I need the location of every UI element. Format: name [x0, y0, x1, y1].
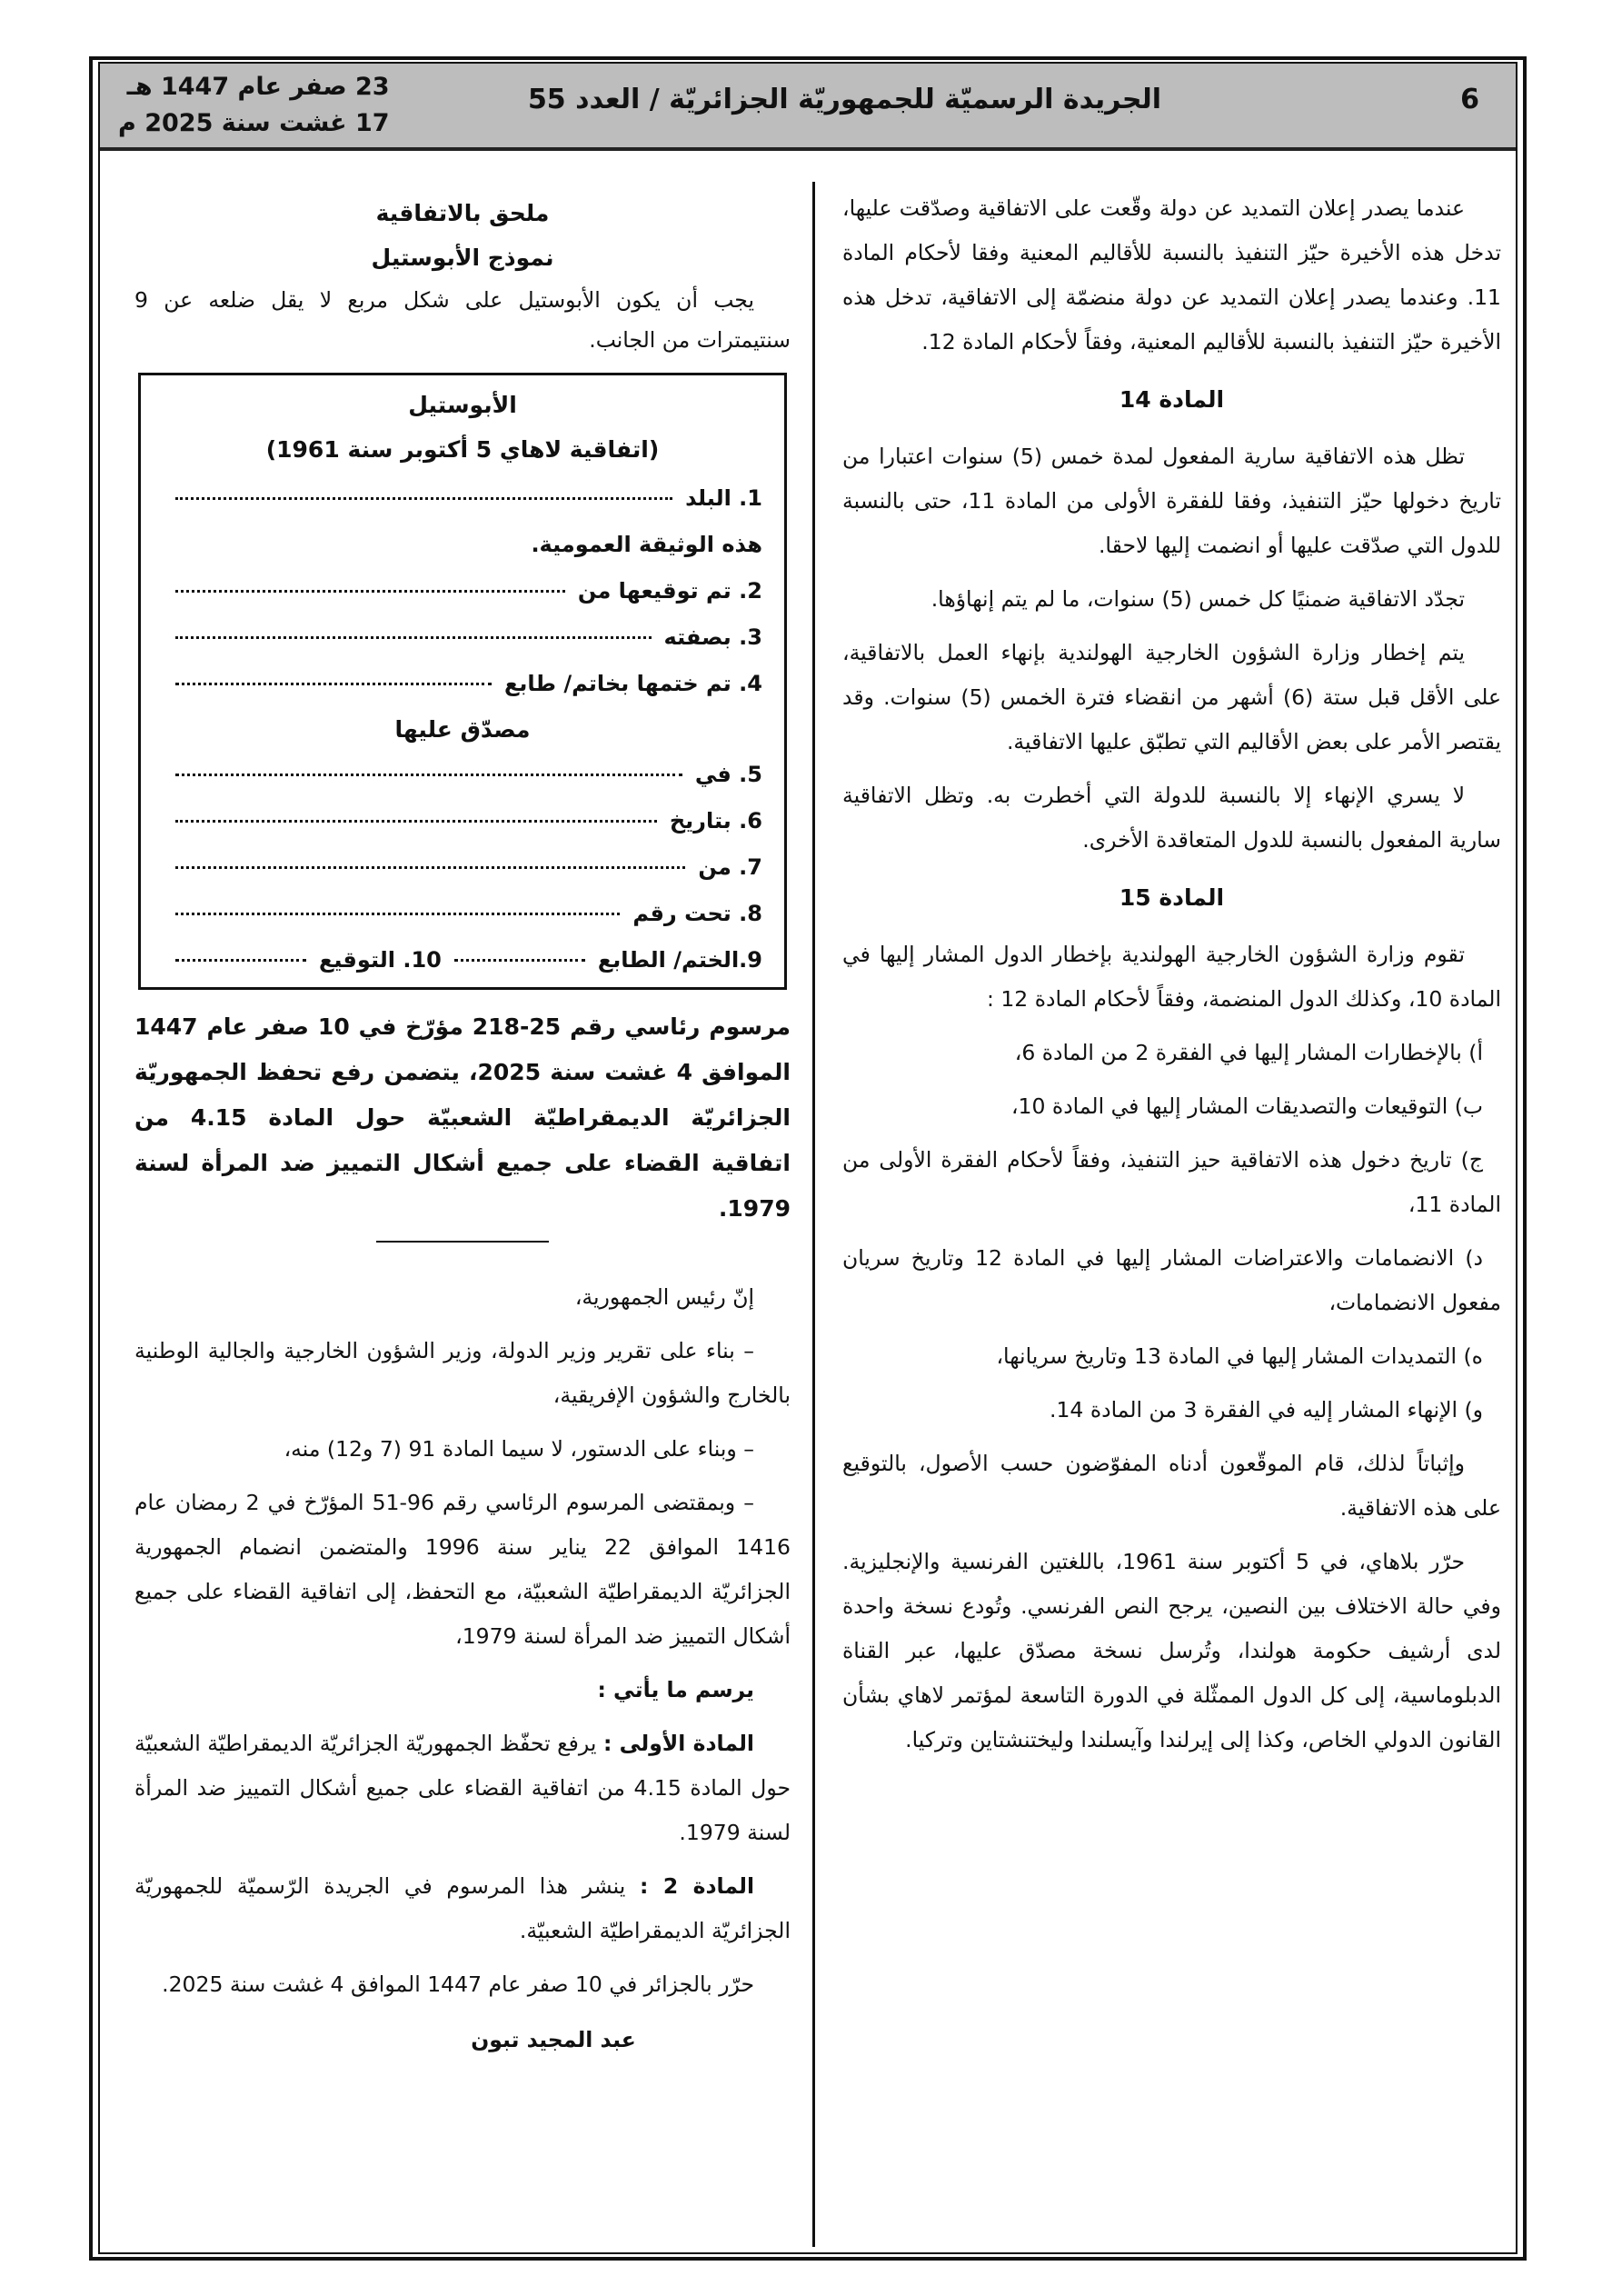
article-heading: المادة 14 — [1119, 386, 1225, 413]
field-date — [163, 798, 762, 844]
dotted-line — [454, 959, 585, 962]
column-divider — [812, 182, 815, 2247]
paragraph: يتم إخطار وزارة الشؤون الخارجية الهولندية بإنهاء العمل بالاتفاقية، على الأقل قبل ستة (6) أشهر من انقضاء فترة الخمس (5) سنوات. وقد يقتصر الأمر على بعض الأقاليم التي تطبّق عليها الاتفاقية. — [842, 640, 1501, 754]
date-hijri: 23 صفر عام 1447 هـ — [126, 73, 390, 101]
field-signed-by — [163, 568, 762, 614]
apostille-box — [138, 373, 787, 990]
field-capacity — [163, 614, 762, 661]
public-document-line — [163, 522, 762, 568]
paragraph: تقوم وزارة الشؤون الخارجية الهولندية بإخطار الدول المشار إليها في المادة 10، وكذلك الدول المنضمة، وفقاً لأحكام المادة 12 : — [842, 942, 1501, 1012]
field-label: 9.الختم/ الطابع — [597, 947, 762, 973]
field-label: 5. في — [694, 762, 762, 787]
certified-heading: مصدّق عليها — [394, 716, 531, 743]
field-label: 7. من — [698, 854, 762, 880]
field-stamp-signature — [163, 937, 762, 983]
dotted-line — [175, 590, 565, 593]
annex-title: ملحق بالاتفاقية — [375, 200, 550, 226]
field-label: 10. التوقيع — [318, 947, 442, 973]
field-country — [163, 475, 762, 522]
field-label: 1. البلد — [685, 485, 762, 511]
article-2 — [134, 1864, 791, 1953]
field-label: 3. بصفته — [663, 624, 762, 650]
left-column — [134, 191, 791, 2062]
paragraph: وإثباتاً لذلك، قام الموقّعون أدناه المفوّضون حسب الأصول، بالتوقيع على هذه الاتفاقية. — [842, 1451, 1501, 1521]
dotted-line — [175, 820, 657, 823]
article-label: المادة 2 : — [640, 1873, 754, 1899]
paragraph: تجدّد الاتفاقية ضمنيًا كل خمس (5) سنوات، ما لم يتم إنهاؤها. — [930, 586, 1465, 612]
article-heading: المادة 15 — [1119, 884, 1225, 911]
paragraph: تظل هذه الاتفاقية سارية المفعول لمدة خمس (5) سنوات اعتبارا من تاريخ دخولها حيّز التنفيذ، وفقا للفقرة الأولى من المادة 11، حتى بالنسبة للدول التي صدّقت عليها أو انضمت إليها لاحقا. — [842, 444, 1501, 558]
paragraph: لا يسري الإنهاء إلا بالنسبة للدولة التي أخطرت به. وتظل الاتفاقية سارية المفعول بالنسبة للدول المتعاقدة الأخرى. — [842, 783, 1501, 853]
paragraph: حرّر بلاهاي، في 5 أكتوبر سنة 1961، باللغتين الفرنسية والإنجليزية. وفي حالة الاختلاف بين النصين، يرجح النص الفرنسي. وتُودع نسخة واحدة لدى أرشيف حكومة هولندا، وتُرسل نسخة مصدّق عليها، عبر القناة الدبلوماسية، إلى كل الدول الممثّلة في الدورة التاسعة لمؤتمر لاهاي بشأن القانون الدولي الخاص، وكذا إلى إيرلندا وآيسلندا وليختنشتاين وتركيا. — [842, 1549, 1501, 1752]
decrees-heading: يرسم ما يأتي : — [597, 1677, 754, 1702]
issue-date — [118, 69, 390, 142]
field-label: هذه الوثيقة العمومية. — [531, 532, 762, 557]
paragraph: – وبناء على الدستور، لا سيما المادة 91 (7 و12) منه، — [284, 1436, 754, 1462]
article-text: يرفع تحفّظ الجمهوريّة الجزائريّة الديمقراطيّة الشعبيّة حول المادة 4.15 من اتفاقية القضاء على جميع أشكال التمييز ضد المرأة لسنة 1979. — [134, 1731, 791, 1845]
right-column — [842, 186, 1501, 1772]
paragraph: – بناء على تقرير وزير الدولة، وزير الشؤون الخارجية والجالية الوطنية بالخارج والشؤون الإفريقية، — [134, 1338, 791, 1408]
dotted-line — [175, 636, 652, 639]
apostille-title: الأبوستيل — [408, 392, 517, 418]
date-gregorian: 17 غشت سنة 2025 م — [118, 109, 390, 137]
field-label: 6. بتاريخ — [669, 808, 762, 834]
dotted-line — [175, 913, 620, 915]
list-item: و) الإنهاء المشار إليه في الفقرة 3 من المادة 14. — [1050, 1397, 1483, 1423]
list-item: د) الانضمامات والاعتراضات المشار إليها في المادة 12 وتاريخ سريان مفعول الانضمامات، — [842, 1245, 1501, 1315]
dotted-line — [175, 497, 672, 500]
field-label: 2. تم توقيعها من — [577, 578, 762, 604]
field-at — [163, 752, 762, 798]
list-item: ب) التوقيعات والتصديقات المشار إليها في المادة 10، — [1010, 1093, 1483, 1119]
dotted-line — [175, 683, 492, 685]
dotted-line — [175, 959, 306, 962]
field-by — [163, 844, 762, 891]
dotted-line — [175, 866, 685, 869]
list-item: ه) التمديدات المشار إليها في المادة 13 وتاريخ سريانها، — [996, 1343, 1483, 1369]
paragraph: إنّ رئيس الجمهورية، — [574, 1284, 754, 1310]
paragraph: – وبمقتضى المرسوم الرئاسي رقم 96-51 المؤرّخ في 2 رمضان عام 1416 الموافق 22 يناير سنة 1996 والمتضمن انضمام الجمهورية الجزائريّة الديمقراطيّة الشعبيّة، مع التحفظ، إلى اتفاقية القضاء على جميع أشكال التمييز ضد المرأة لسنة 1979، — [134, 1490, 791, 1649]
paragraph: عندما يصدر إعلان التمديد عن دولة وقّعت على الاتفاقية وصدّقت عليها، تدخل هذه الأخيرة حيّز التنفيذ بالنسبة للأقاليم المعنية وفقا لأحكام المادة 11. وعندما يصدر إعلان التمديد عن دولة منضمّة إلى الاتفاقية، تدخل هذه الأخيرة حيّز التنفيذ بالنسبة للأقاليم المعنية، وفقاً لأحكام المادة 12. — [842, 195, 1501, 354]
model-title: نموذج الأبوستيل — [371, 245, 554, 271]
page-header — [100, 64, 1516, 151]
apostille-intro: يجب أن يكون الأبوستيل على شكل مربع لا يقل ضلعه عن 9 سنتيمترات من الجانب. — [134, 287, 791, 353]
separator-rule — [376, 1241, 549, 1243]
article-1 — [134, 1722, 791, 1855]
page-number: 6 — [1460, 84, 1479, 115]
article-label: المادة الأولى : — [602, 1731, 754, 1756]
signature: عبد المجيد تبون — [471, 2027, 636, 2052]
apostille-subtitle: (اتفاقية لاهاي 5 أكتوبر سنة 1961) — [265, 436, 660, 463]
list-item: أ) بالإخطارات المشار إليها في الفقرة 2 من المادة 6، — [1014, 1040, 1483, 1065]
field-label: 4. تم ختمها بخاتم/ طابع — [503, 671, 762, 696]
gazette-title: الجريدة الرسميّة للجمهوريّة الجزائريّة / العدد 55 — [527, 84, 1161, 115]
paragraph: حرّر بالجزائر في 10 صفر عام 1447 الموافق 4 غشت سنة 2025. — [162, 1972, 754, 1997]
field-number — [163, 891, 762, 937]
article-text: ينشر هذا المرسوم في الجريدة الرّسميّة للجمهوريّة الجزائريّة الديمقراطيّة الشعبيّة. — [134, 1873, 791, 1943]
field-label: 8. تحت رقم — [632, 901, 762, 926]
decree-title: مرسوم رئاسي رقم 25-218 مؤرّخ في 10 صفر عام 1447 الموافق 4 غشت سنة 2025، يتضمن رفع تحفظ الجمهوريّة الجزائريّة الديمقراطيّة الشعبيّة حول المادة 4.15 من اتفاقية القضاء على جميع أشكال التمييز ضد المرأة لسنة 1979. — [134, 1013, 791, 1222]
dotted-line — [175, 774, 682, 776]
field-seal — [163, 661, 762, 707]
list-item: ج) تاريخ دخول هذه الاتفاقية حيز التنفيذ، وفقاً لأحكام الفقرة الأولى من المادة 11، — [842, 1147, 1501, 1217]
